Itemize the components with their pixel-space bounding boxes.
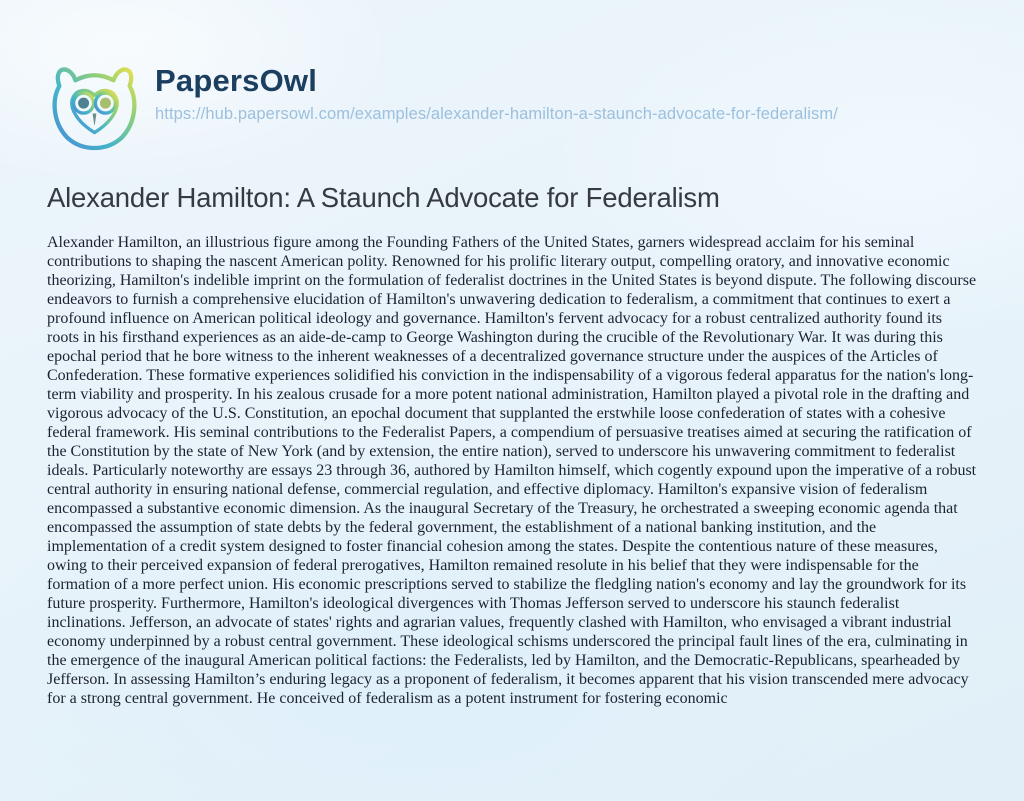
brand-name: PapersOwl: [155, 63, 318, 98]
site-header: [47, 56, 977, 154]
article: [47, 179, 977, 708]
page-url-link[interactable]: https://hub.papersowl.com/examples/alexander-hamilton-a-staunch-advocate-for-federalism/: [155, 105, 838, 123]
brand-block: [155, 56, 838, 124]
papersowl-owl-logo-icon: [47, 56, 142, 154]
page-title: Alexander Hamilton: A Staunch Advocate for Federalism: [47, 182, 720, 213]
essay-body-text: Alexander Hamilton, an illustrious figure among the Founding Fathers of the United States, garners widespread acclaim for his seminal contributions to shaping the nascent American polity. Renowned for his prolific literary output, compelling oratory, and innovative economic theorizing, Hamilton's indelible imprint on the formulation of federalist doctrines in the United States is beyond dispute. The following discourse endeavors to furnish a comprehensive elucidation of Hamilton's unwavering dedication to federalism, a commitment that continues to exert a profound influence on American political ideology and governance. Hamilton's fervent advocacy for a robust centralized authority found its roots in his firsthand experiences as an aide-de-camp to George Washington during the crucible of the Revolutionary War. It was during this epochal period that he bore witness to the inherent weaknesses of a decentralized governance structure under the auspices of the Articles of Confederation. These formative experiences solidified his conviction in the indispensability of a vigorous federal apparatus for the nation's long-term viability and prosperity. In his zealous crusade for a more potent national administration, Hamilton played a pivotal role in the drafting and vigorous advocacy of the U.S. Constitution, an epochal document that supplanted the erstwhile loose confederation of states with a cohesive federal framework. His seminal contributions to the Federalist Papers, a compendium of persuasive treatises aimed at securing the ratification of the Constitution by the state of New York (and by extension, the entire nation), served to underscore his unwavering commitment to federalist ideals. Particularly noteworthy are essays 23 through 36, authored by Hamilton himself, which cogently expound upon the imperative of a robust central authority in ensuring national defense, commercial regulation, and effective diplomacy. Hamilton's expansive vision of federalism encompassed a substantive economic dimension. As the inaugural Secretary of the Treasury, he orchestrated a sweeping economic agenda that encompassed the assumption of state debts by the federal government, the establishment of a national banking institution, and the implementation of a credit system designed to foster financial cohesion among the states. Despite the contentious nature of these measures, owing to their perceived expansion of federal prerogatives, Hamilton remained resolute in his belief that they were indispensable for the formation of a more perfect union. His economic prescriptions served to stabilize the fledgling nation's economy and lay the groundwork for its future prosperity. Furthermore, Hamilton's ideological divergences with Thomas Jefferson served to underscore his staunch federalist inclinations. Jefferson, an advocate of states' rights and agrarian values, frequently clashed with Hamilton, who envisaged a vibrant industrial economy underpinned by a robust central government. These ideological schisms underscored the principal fault lines of the era, culminating in the emergence of the inaugural American political factions: the Federalists, led by Hamilton, and the Democratic-Republicans, spearheaded by Jefferson. In assessing Hamilton’s enduring legacy as a proponent of federalism, it becomes apparent that his vision transcended mere advocacy for a strong central government. He conceived of federalism as a potent instrument for fostering economic: [47, 234, 977, 707]
